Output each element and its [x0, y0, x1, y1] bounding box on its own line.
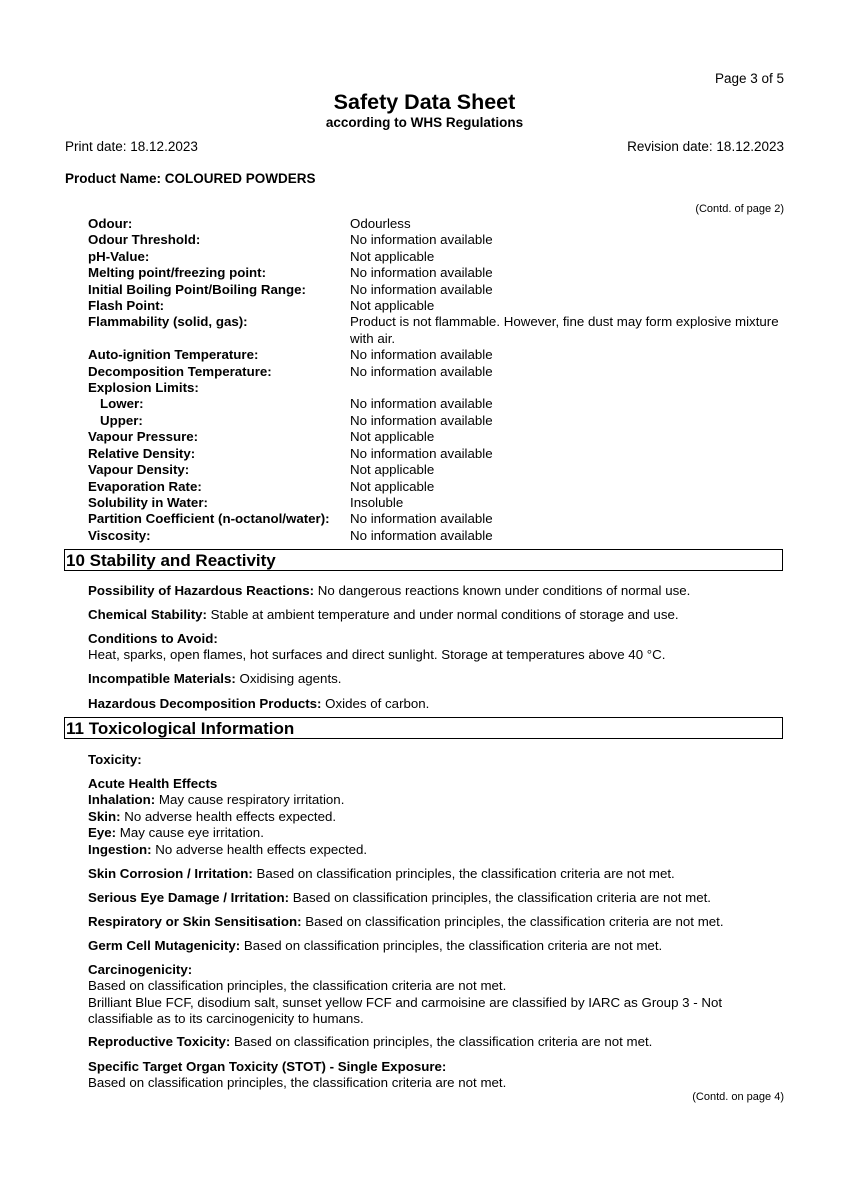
revision-date: Revision date: 18.12.2023 [627, 139, 784, 154]
field-text: Oxidising agents. [235, 671, 342, 686]
sensitisation-paragraph [88, 914, 784, 930]
eye-damage-paragraph [88, 890, 784, 906]
property-label: Explosion Limits: [88, 380, 199, 396]
field-text: Based on classification principles, the classification criteria are not met. [301, 914, 724, 929]
field-text: May cause eye irritation. [116, 825, 264, 841]
document-subtitle: according to WHS Regulations [325, 115, 524, 130]
section-header-stability [64, 549, 783, 571]
field-label: Inhalation: [88, 792, 156, 808]
field-label: Eye: [88, 825, 117, 841]
continued-on-note: (Contd. on page 4) [692, 1091, 784, 1103]
stot-paragraph [88, 1059, 784, 1092]
property-value: Insoluble [350, 494, 404, 510]
property-value: Not applicable [350, 478, 435, 494]
field-label: Incompatible Materials: [88, 671, 236, 686]
property-value: No information available [350, 347, 493, 363]
property-label: Solubility in Water: [88, 494, 208, 510]
property-label: Odour Threshold: [88, 232, 201, 248]
property-label: Upper: [100, 412, 143, 428]
field-label: Possibility of Hazardous Reactions: [88, 583, 315, 598]
properties-table [88, 216, 784, 544]
property-label: Odour: [88, 216, 133, 231]
acute-heading: Acute Health Effects [88, 776, 218, 791]
field-label: Hazardous Decomposition Products: [88, 696, 322, 711]
property-label: Lower: [100, 396, 144, 412]
property-row [88, 314, 784, 347]
property-row [88, 265, 784, 281]
property-value: No information available [350, 412, 493, 428]
field-label: Conditions to Avoid: [88, 631, 218, 646]
section-title: 11 Toxicological Information [66, 719, 295, 738]
property-label: Auto-ignition Temperature: [88, 347, 259, 363]
property-label: Flash Point: [88, 298, 165, 314]
property-row [88, 380, 784, 396]
property-label: Melting point/freezing point: [88, 265, 267, 281]
field-label: Specific Target Organ Toxicity (STOT) - Single Exposure: [88, 1059, 447, 1074]
property-row [88, 232, 784, 248]
field-text: Based on classification principles, the classification criteria are not met. [230, 1034, 653, 1049]
mutagenicity-paragraph [88, 938, 784, 954]
property-value: No information available [350, 363, 493, 379]
property-row [88, 462, 784, 478]
property-label: pH-Value: [88, 248, 150, 264]
property-value: No information available [350, 396, 493, 412]
property-value: Not applicable [350, 429, 435, 445]
property-label: Vapour Density: [88, 462, 190, 478]
field-label: Ingestion: [88, 841, 152, 857]
field-text: Stable at ambient temperature and under normal conditions of storage and use. [206, 607, 679, 622]
field-label: Carcinogenicity: [88, 962, 193, 977]
property-label: Flammability (solid, gas): [88, 314, 248, 330]
hazardous-reactions-paragraph [88, 583, 784, 599]
field-label: Skin Corrosion / Irritation: [88, 866, 253, 881]
property-row [88, 446, 784, 462]
field-label: Skin: [88, 808, 121, 824]
page-number: Page 3 of 5 [714, 71, 784, 86]
section-header-toxicology [64, 717, 783, 739]
product-name: Product Name: COLOURED POWDERS [65, 171, 316, 186]
property-row [88, 495, 784, 511]
field-text: No adverse health effects expected. [151, 841, 368, 857]
property-row [88, 396, 784, 412]
property-label: Relative Density: [88, 445, 196, 461]
chemical-stability-paragraph [88, 607, 784, 623]
property-row [88, 413, 784, 429]
field-label: Reproductive Toxicity: [88, 1034, 231, 1049]
property-value [350, 380, 784, 396]
property-row [88, 249, 784, 265]
field-text: No dangerous reactions known under conditions of normal use. [314, 583, 691, 598]
property-label: Decomposition Temperature: [88, 363, 272, 379]
property-value: Product is not flammable. However, fine dust may form explosive mixture with air. [350, 314, 779, 346]
property-row [88, 298, 784, 314]
property-value: No information available [350, 511, 493, 527]
property-label: Initial Boiling Point/Boiling Range: [88, 281, 306, 297]
property-value: Odourless [350, 216, 411, 231]
field-text: May cause respiratory irritation. [155, 792, 345, 808]
property-value: No information available [350, 281, 493, 297]
field-text: Brilliant Blue FCF, disodium salt, sunset yellow FCF and carmoisine are classified by IARC as Group 3 - Not classifiable as to its carcinogenicity to humans. [88, 994, 723, 1027]
field-text: Oxides of carbon. [321, 696, 430, 711]
property-row [88, 429, 784, 445]
property-value: No information available [350, 445, 493, 461]
property-row [88, 479, 784, 495]
field-text: Heat, sparks, open flames, hot surfaces and direct sunlight. Storage at temperatures above 40 °C. [88, 647, 666, 663]
field-text: Based on classification principles, the classification criteria are not met. [88, 978, 507, 994]
toxicity-heading [88, 752, 784, 768]
property-value: No information available [350, 232, 493, 248]
property-row [88, 216, 784, 232]
field-text: Based on classification principles, the classification criteria are not met. [88, 1075, 507, 1091]
property-value: Not applicable [350, 298, 435, 314]
property-value: No information available [350, 265, 493, 281]
section-title: 10 Stability and Reactivity [66, 551, 276, 570]
property-label: Viscosity: [88, 527, 151, 543]
property-value: Not applicable [350, 462, 435, 478]
print-date: Print date: 18.12.2023 [65, 139, 198, 154]
reproductive-toxicity-paragraph [88, 1034, 784, 1050]
field-label: Respiratory or Skin Sensitisation: [88, 914, 302, 929]
property-value: Not applicable [350, 248, 435, 264]
document-title: Safety Data Sheet [333, 90, 516, 114]
field-text: Based on classification principles, the classification criteria are not met. [252, 866, 675, 881]
field-label: Germ Cell Mutagenicity: [88, 938, 241, 953]
property-row [88, 364, 784, 380]
property-label: Evaporation Rate: [88, 478, 202, 494]
field-text: No adverse health effects expected. [120, 808, 337, 824]
property-row [88, 282, 784, 298]
skin-corrosion-paragraph [88, 866, 784, 882]
acute-health-effects [88, 776, 784, 858]
conditions-to-avoid-paragraph [88, 631, 784, 664]
field-text: Based on classification principles, the classification criteria are not met. [289, 890, 712, 905]
field-text: Based on classification principles, the classification criteria are not met. [240, 938, 663, 953]
field-label: Toxicity: [88, 752, 142, 767]
property-label: Partition Coefficient (n-octanol/water): [88, 511, 330, 527]
property-row [88, 528, 784, 544]
decomposition-products-paragraph [88, 696, 784, 712]
incompatible-materials-paragraph [88, 671, 784, 687]
continued-from-note: (Contd. of page 2) [695, 203, 784, 215]
field-label: Serious Eye Damage / Irritation: [88, 890, 289, 905]
property-label: Vapour Pressure: [88, 429, 199, 445]
carcinogenicity-paragraph [88, 962, 784, 1028]
property-row [88, 511, 784, 527]
property-row [88, 347, 784, 363]
field-label: Chemical Stability: [88, 607, 207, 622]
property-value: No information available [350, 527, 493, 543]
